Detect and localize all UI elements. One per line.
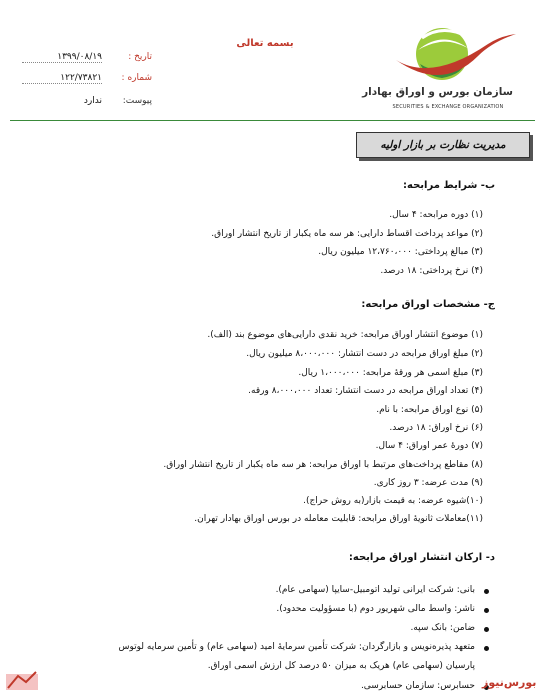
section-c-item: (۱۱)معاملات ثانویهٔ اوراق مرابحه: قابلیت معامله در بورس اوراق بهادار تهران.: [194, 514, 483, 524]
date-label: تاریخ :: [128, 52, 152, 62]
section-d-item-text: ضامن: بانک سپه.: [410, 623, 475, 633]
section-c-item: (۹) مدت عرضه: ۳ روز کاری.: [373, 478, 483, 488]
section-d-item: [35, 641, 475, 673]
section-b-item: (۱) دوره مرابحه: ۴ سال.: [389, 210, 483, 220]
watermark-logo: [4, 664, 40, 692]
watermark-text: بورس‌نیوز: [482, 676, 537, 689]
section-d-item-text: ناشر: واسط مالی شهریور دوم (با مسؤولیت محدود).: [276, 604, 475, 614]
date-value: ۱۳۹۹/۰۸/۱۹: [22, 52, 102, 63]
bullet-icon: [484, 646, 489, 651]
bullet-icon: [484, 589, 489, 594]
section-b-item: (۳) مبالغ پرداختی: ۱۲،۷۶۰،۰۰۰ میلیون ریال.: [318, 247, 483, 257]
section-d-item-text-continued: پارسیان (سهامی عام) هریک به میزان ۵۰ درصد کل ارزش اسمی اوراق.: [207, 661, 475, 671]
section-c-item: (۳) مبلغ اسمی هر ورقهٔ مرابحه: ۱،۰۰۰،۰۰۰ ریال.: [298, 368, 483, 378]
bullet-icon: [484, 608, 489, 613]
attachment-row: [12, 96, 152, 110]
organization-logo: [382, 20, 542, 116]
organization-name: سازمان بورس و اوراق بهادار: [362, 86, 513, 98]
basmala: بسمه تعالی: [236, 38, 294, 49]
organization-name-english: SECURITIES & EXCHANGE ORGANIZATION: [392, 104, 504, 110]
section-d-item: [35, 622, 475, 635]
section-d-heading: د- ارکان انتشار اوراق مرابحه:: [348, 552, 495, 563]
section-c-item: (۱۰)شیوه عرضه: به قیمت بازار(به روش حراج).: [303, 496, 483, 506]
section-d-item: [35, 584, 475, 597]
attachment-label: پیوست:: [122, 96, 152, 106]
section-c-item: (۶) نرخ اوراق: ۱۸ درصد.: [389, 423, 483, 433]
number-row: [12, 73, 152, 87]
section-d-item-text: بانی: شرکت ایرانی تولید اتومبیل-سایپا (سهامی عام).: [275, 585, 475, 595]
section-d-item: [35, 603, 475, 616]
section-b-item: (۴) نرخ پرداختی: ۱۸ درصد.: [380, 266, 483, 276]
header-divider: [10, 120, 535, 121]
date-row: [12, 52, 152, 66]
section-b-heading: ب- شرایط مرابحه:: [403, 180, 495, 191]
section-d-item: [35, 680, 475, 693]
section-c-item: (۱) موضوع انتشار اوراق مرابحه: خرید نقدی دارایی‌های موضوع بند (الف).: [207, 330, 483, 340]
section-c-item: (۸) مقاطع پرداخت‌های مرتبط با اوراق مرابحه: هر سه ماه یکبار از تاریخ انتشار اوراق.: [163, 460, 483, 470]
section-b-item: (۲) مواعد پرداخت اقساط دارایی: هر سه ماه یکبار از تاریخ انتشار اوراق.: [211, 229, 483, 239]
attachment-value: ندارد: [83, 96, 102, 106]
section-c-item: (۷) دورهٔ عمر اوراق: ۴ سال.: [375, 441, 483, 451]
section-c-heading: ج- مشخصات اوراق مرابحه:: [361, 299, 495, 310]
section-d-item-text: حسابرس: سازمان حسابرسی.: [360, 681, 475, 691]
section-d-item-text: متعهد پذیره‌نویس و بازارگردان: شرکت تأمین سرمایهٔ امید (سهامی عام) و تأمین سرمایه لوتوس: [118, 642, 475, 652]
bullet-icon: [484, 627, 489, 632]
number-value: ۱۲۲/۷۳۸۲۱: [22, 73, 102, 84]
page-title: مدیریت نظارت بر بازار اولیه: [356, 132, 530, 158]
section-c-item: (۴) تعداد اوراق مرابحه در دست انتشار: تعداد ۸،۰۰۰،۰۰۰ ورقه.: [248, 386, 483, 396]
number-label: شماره :: [121, 73, 152, 83]
section-c-item: (۲) مبلغ اوراق مرابحه در دست انتشار: ۸،۰۰۰،۰۰۰ میلیون ریال.: [246, 349, 483, 359]
section-c-item: (۵) نوع اوراق مرابحه: با نام.: [376, 405, 483, 415]
